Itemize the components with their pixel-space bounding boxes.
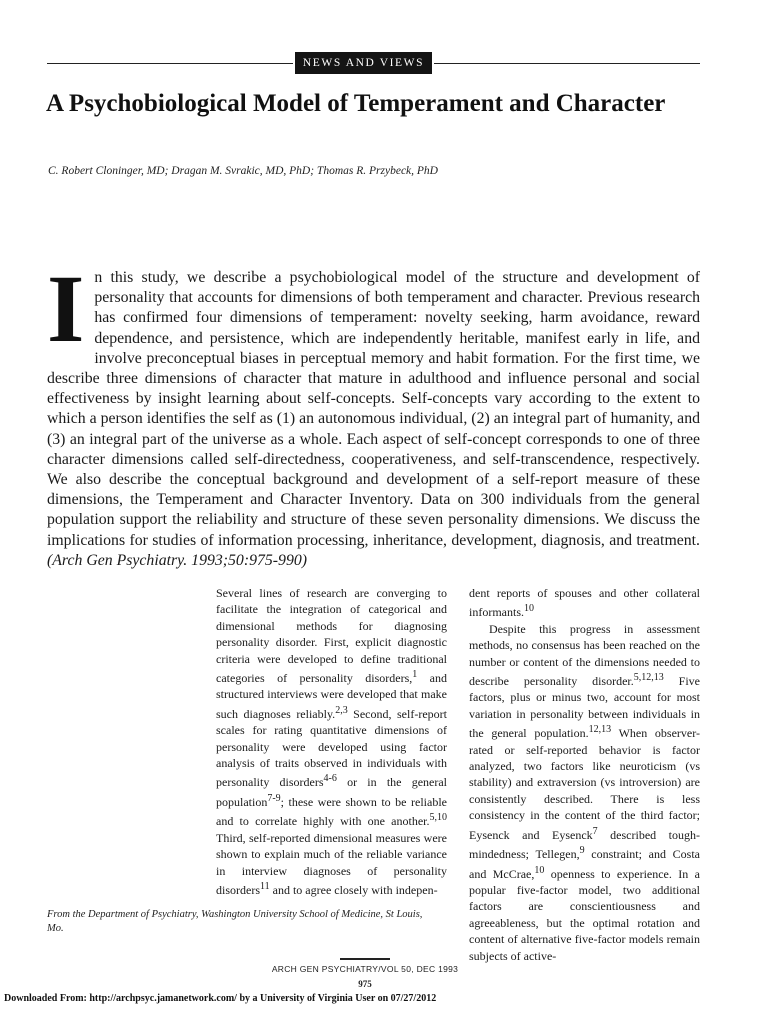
abstract-text: n this study, we describe a psychobiological model of the structure and development of personality that accounts for dimensions of both temperament and character. Previous research has confirmed four dimensions of temperament: novelty seeking, harm avoidance, reward dependence, and persistence, which are independently heritable, manifest early in life, and involve preconceptual biases in perceptual memory and habit formation. For the first time, we describe three dimensions of character that mature in adulthood and influence personal and social effectiveness by insight learning about self-concepts. Self-concepts vary according to the extent to which a person identifies the self as (1) an autonomous individual, (2) an integral part of humanity, and (3) an integral part of the universe as a whole. Each aspect of self-concept corresponds to one of three character dimensions called self-directedness, cooperativeness, and self-transcendence, respectively. We also describe the conceptual background and development of a self-report measure of these dimensions, the Temperament and Character Inventory. Data on 300 individuals from the general population support the reliability and structure of these seven personality dimensions. We discuss the implications for studies of information processing, inheritance, development, diagnosis, and treatment. — [47, 269, 700, 549]
reference-superscript: 12,13 — [588, 724, 612, 736]
citation: (Arch Gen Psychiatry. 1993;50:975-990) — [47, 551, 308, 569]
section-banner: NEWS AND VIEWS — [295, 52, 432, 74]
page-number: 975 — [358, 979, 372, 989]
header-rule-left — [47, 63, 293, 64]
reference-superscript: 11 — [260, 880, 270, 892]
drop-cap: I — [47, 255, 85, 362]
reference-superscript: 5,12,13 — [633, 672, 664, 684]
reference-superscript: 1 — [412, 669, 418, 681]
reference-superscript: 7-9 — [267, 792, 281, 804]
footer-rule — [340, 958, 390, 960]
affiliation-footnote: From the Department of Psychiatry, Washington University School of Medicine, St Louis, Mo. — [47, 909, 423, 934]
body-paragraph: Despite this progress in assessment methods, no consensus has been reached on the number or content of the dimensions needed to describe personality disorder.$^{5,12,13}$ Five factors, plus or minus two, account for most variation in personality between individuals in the general population.$^{12,13}$ When observer-rated or self-reported behavior is factor analyzed, two factors like neuroticism (vs stability) and extraversion (vs introversion) are consistently described. There is less consistency in the content of the third factor; Eysenck and Eysenck$^7$ described tough-mindedness; Tellegen,$^9$ constraint; and Costa and McCrae,$^{10}$ openness to experience. In a popular five-factor model, two additional factors are conscientiousness and agreeableness, but the optimal rotation and content of alternative five-factor models remain subjects of active- — [469, 621, 701, 963]
header-rule-right — [434, 63, 700, 64]
abstract — [47, 255, 700, 571]
reference-superscript: 7 — [592, 825, 598, 837]
body-paragraph: Several lines of research are converging to facilitate the integration of categorical and dimensional methods for diagnosing personality disorder. First, explicit diagnostic criteria were developed to define traditional categories of personality disorders,$^1$ and structured interviews were developed that make such diagnoses reliably.$^{2,3}$ Second, self-report scales for rating quantitative dimensions of personality were developed using factor analysis of traits observed in individuals with personality disorders$^{4-6}$ or in the general population$^{7-9}$; these were shown to be reliable and to correlate highly with one another.$^{5,10}$ Third, self-reported dimensional measures were shown to explain much of the reliable variance in interview diagnoses of personality disorders$^{11}$ and to agree closely with indepen- — [216, 586, 448, 897]
download-notice: Downloaded From: http://archpsyc.jamanetwork.com/ by a University of Virginia User on 07/27/2012 — [4, 993, 437, 1004]
body-column-left — [216, 585, 447, 898]
reference-superscript: 4-6 — [323, 773, 337, 785]
body-paragraph: dent reports of spouses and other collateral informants.$^{10}$ — [469, 586, 700, 620]
reference-superscript: 10 — [534, 864, 545, 876]
reference-superscript: 10 — [524, 603, 534, 615]
author-list: C. Robert Cloninger, MD; Dragan M. Svrakic, MD, PhD; Thomas R. Przybeck, PhD — [48, 165, 438, 177]
article-title: A Psychobiological Model of Temperament and Character — [46, 90, 666, 117]
journal-reference: ARCH GEN PSYCHIATRY/VOL 50, DEC 1993 — [271, 964, 459, 974]
reference-superscript: 9 — [579, 845, 585, 857]
body-column-right — [469, 585, 700, 964]
reference-superscript: 2,3 — [335, 704, 348, 716]
reference-superscript: 5,10 — [429, 812, 447, 824]
